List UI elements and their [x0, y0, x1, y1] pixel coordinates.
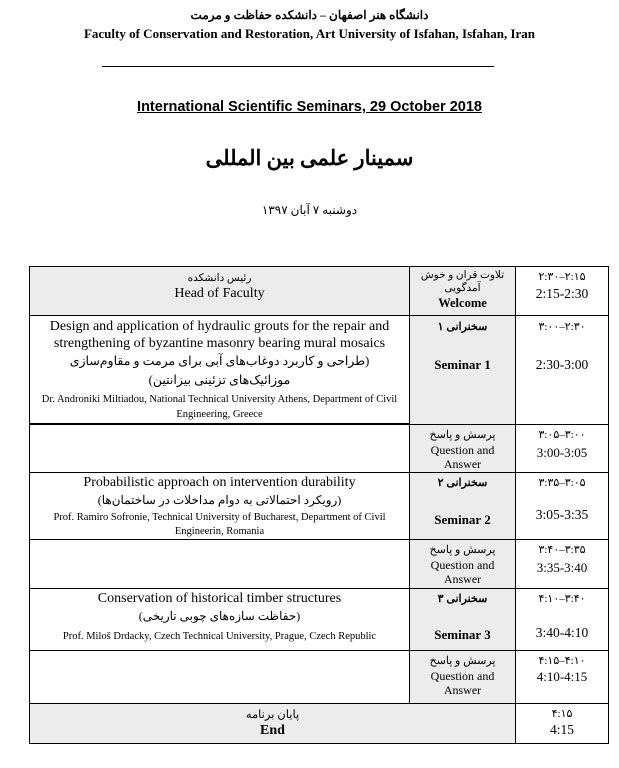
- seminar-3-title-en: Conservation of historical timber structures: [97, 591, 342, 606]
- qa-2-time-fa: ۳:۳۵–۳:۴۰: [538, 544, 586, 556]
- qa-1-time-cell: [516, 425, 609, 473]
- seminar-3-cell: [30, 589, 410, 651]
- qa-2-time-cell: [516, 540, 609, 589]
- qa-3-empty-cell: [30, 651, 410, 704]
- qa-1-label-cell: [410, 425, 516, 473]
- seminar-1-speaker: Dr. Androniki Miltiadou, National Technical University Athens, Department of Civil Engineering, Greece: [41, 394, 398, 420]
- qa-3-label-fa: پرسش و پاسخ: [429, 655, 496, 667]
- seminar-2-title-fa: (رویکرد احتمالاتی به دوام مداخلات در ساختمان‌ها): [97, 493, 342, 507]
- seminar-1-title-en: Design and application of hydraulic grouts for the repair and strengthening of byzantine masonry bearing mural mosaics: [49, 319, 390, 351]
- welcome-speaker-fa: رئیس دانشکده: [187, 273, 252, 284]
- end-label-en: End: [260, 723, 285, 738]
- qa-2-empty-cell: [30, 540, 410, 589]
- qa-3-label-en: Question and Answer: [430, 669, 495, 697]
- end-time-fa: ۴:۱۵: [551, 708, 573, 720]
- welcome-time-en: 2:15-2:30: [535, 286, 589, 301]
- qa-1-time-fa: ۳:۰۰–۳:۰۵: [538, 429, 586, 441]
- qa-1-time-en: 3:00-3:05: [536, 445, 588, 460]
- qa-1-label-fa: پرسش و پاسخ: [429, 429, 496, 441]
- end-label-fa: پایان برنامه: [245, 709, 300, 721]
- university-name-fa: دانشگاه هنر اصفهان – دانشکده حفاظت و مرمت: [190, 8, 429, 22]
- seminar-3-title-fa: (حفاظت سازه‌های چوبی تاریخی): [138, 609, 301, 623]
- seminar-3-time-fa: ۳:۴۰–۴:۱۰: [538, 593, 586, 605]
- seminar-2-label-fa: سخنرانی ۲: [437, 477, 488, 489]
- table-row-end: [30, 704, 609, 744]
- event-title-fa: سمینار علمی بین المللی: [205, 146, 414, 170]
- seminar-1-time-cell: [516, 316, 609, 425]
- seminar-1-label-cell: [410, 316, 516, 425]
- welcome-time-fa: ۲:۱۵–۲:۳۰: [538, 271, 586, 283]
- table-row-seminar-1: [30, 316, 609, 424]
- qa-2-time-en: 3:35-3:40: [536, 560, 588, 575]
- seminar-1-time-fa: ۲:۳۰–۳:۰۰: [538, 321, 586, 333]
- qa-2-label-en: Question and Answer: [430, 558, 495, 586]
- end-label-cell: [30, 704, 516, 744]
- seminar-2-time-cell: [516, 473, 609, 540]
- qa-2-label-fa: پرسش و پاسخ: [429, 544, 496, 556]
- seminar-1-label-en: Seminar 1: [434, 357, 491, 372]
- qa-1-empty-cell: [30, 425, 410, 473]
- table-row-seminar-3: [30, 589, 609, 651]
- qa-1-label-en: Question and Answer: [430, 443, 495, 471]
- seminar-3-time-cell: [516, 589, 609, 651]
- welcome-speaker-cell: [30, 267, 410, 316]
- qa-3-label-cell: [410, 651, 516, 704]
- seminar-2-speaker: Prof. Ramiro Sofronie, Technical University of Bucharest, Department of Civil Engineerin, Romania: [53, 512, 386, 537]
- seminar-2-time-en: 3:05-3:35: [535, 507, 589, 522]
- welcome-label-fa: تلاوت قران و خوش آمدگویی: [420, 270, 505, 294]
- table-row-welcome: [30, 267, 609, 316]
- seminar-1-title-fa: (طراحی و کاربرد دوغاب‌های آبی برای مرمت و مقاوم‌سازی موزائیک‌های تزئینی بیزانتین): [69, 354, 370, 387]
- seminar-1-cell: [30, 316, 410, 424]
- seminar-1-label-fa: سخنرانی ۱: [437, 321, 488, 333]
- event-title-en: International Scientific Seminars, 29 October 2018: [137, 99, 482, 115]
- qa-3-time-cell: [516, 651, 609, 704]
- seminar-2-title-en: Probabilistic approach on intervention durability: [83, 475, 356, 490]
- seminar-3-speaker: Prof. Miloš Drdacky, Czech Technical University, Prague, Czech Republic: [62, 631, 377, 642]
- seminar-3-time-en: 3:40-4:10: [535, 625, 589, 640]
- seminar-2-time-fa: ۳:۰۵–۳:۳۵: [538, 477, 586, 489]
- seminar-3-label-fa: سخنرانی ۳: [437, 593, 488, 605]
- table-row-qa-2: [30, 540, 609, 589]
- qa-2-label-cell: [410, 540, 516, 589]
- seminar-3-label-cell: [410, 589, 516, 651]
- welcome-time-cell: [516, 267, 609, 316]
- qa-3-time-en: 4:10-4:15: [536, 669, 588, 684]
- faculty-name-en: Faculty of Conservation and Restoration, Art University of Isfahan, Isfahan, Iran: [83, 26, 536, 41]
- event-date-fa: دوشنبه ۷ آبان ۱۳۹۷: [261, 203, 358, 217]
- end-time-cell: [516, 704, 609, 744]
- seminar-3-label-en: Seminar 3: [434, 627, 491, 642]
- seminar-1-time-en: 2:30-3:00: [535, 357, 589, 372]
- schedule-table: [29, 266, 609, 744]
- welcome-label-cell: [410, 267, 516, 316]
- table-row-qa-3: [30, 651, 609, 704]
- table-row-seminar-2: [30, 473, 609, 540]
- end-time-en: 4:15: [549, 722, 574, 737]
- seminar-2-label-cell: [410, 473, 516, 540]
- qa-3-time-fa: ۴:۱۰–۴:۱۵: [538, 655, 586, 667]
- seminar-2-cell: [30, 473, 410, 540]
- seminar-2-label-en: Seminar 2: [434, 512, 491, 527]
- welcome-label-en: Welcome: [438, 296, 487, 310]
- table-row-qa-1: [30, 425, 609, 473]
- header-divider: [102, 66, 494, 67]
- welcome-speaker-en: Head of Faculty: [174, 286, 265, 301]
